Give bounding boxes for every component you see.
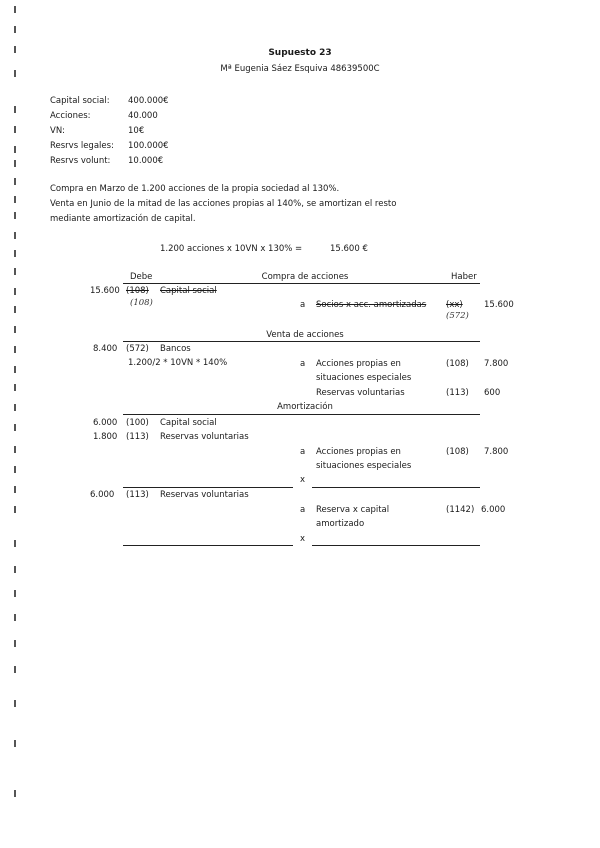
entry-amount: 8.400 — [93, 344, 118, 354]
entry-x: x — [300, 534, 306, 544]
data-label: Resrvs volunt: — [50, 156, 111, 166]
statement-line: mediante amortización de capital. — [50, 214, 196, 224]
credit-code: (xx) — [446, 300, 463, 310]
credit-amount: 7.800 — [484, 359, 509, 369]
entry-calc: 1.200/2 * 10VN * 140% — [128, 358, 228, 368]
entry-code: (113) — [126, 490, 149, 500]
data-value: 400.000€ — [128, 96, 169, 106]
divider — [123, 283, 480, 284]
calc-result: 15.600 € — [330, 244, 368, 254]
entry-account: Capital social — [160, 418, 217, 428]
divider — [312, 487, 480, 488]
entry-account: Reservas voluntarias — [160, 490, 249, 500]
entry-amount: 15.600 — [90, 286, 120, 296]
credit-code-handwritten: (572) — [446, 311, 469, 321]
data-value: 10€ — [128, 126, 145, 136]
credit-account: situaciones especiales — [316, 461, 412, 471]
data-value: 100.000€ — [128, 141, 169, 151]
credit-amount: 6.000 — [481, 505, 506, 515]
credit-code: (108) — [446, 359, 469, 369]
statement-line: Compra en Marzo de 1.200 acciones de la propia sociedad al 130%. — [50, 184, 340, 194]
data-value: 40.000 — [128, 111, 158, 121]
credit-amount: 600 — [484, 388, 501, 398]
data-label: Capital social: — [50, 96, 110, 106]
entry-amount: 1.800 — [93, 432, 118, 442]
haber-label: Haber — [451, 272, 477, 282]
divider — [123, 545, 293, 546]
credit-code: (108) — [446, 447, 469, 457]
statement-line: Venta en Junio de la mitad de las acciones propias al 140%, se amortizan el resto — [50, 199, 397, 209]
entry-code-handwritten: (108) — [130, 298, 153, 308]
credit-amount: 15.600 — [484, 300, 514, 310]
entry-a: a — [300, 359, 306, 369]
credit-account: Reserva x capital — [316, 505, 390, 515]
entry-account: Bancos — [160, 344, 191, 354]
entry-amount: 6.000 — [93, 418, 118, 428]
entry-account: Capital social — [160, 286, 217, 296]
entry-code: (100) — [126, 418, 149, 428]
credit-amount: 7.800 — [484, 447, 509, 457]
credit-account: Acciones propias en — [316, 447, 401, 457]
credit-code: (1142) — [446, 505, 475, 515]
data-label: VN: — [50, 126, 66, 136]
divider — [312, 545, 480, 546]
entry-code: (108) — [126, 286, 149, 296]
credit-account: Reservas voluntarias — [316, 388, 405, 398]
credit-account: amortizado — [316, 519, 365, 529]
credit-account: Socios x acc. amortizadas — [316, 300, 427, 310]
credit-account: Acciones propias en — [316, 359, 401, 369]
document-title: Supuesto 23 — [268, 48, 332, 58]
entry-account: Reservas voluntarias — [160, 432, 249, 442]
section-venta: Venta de acciones — [266, 330, 344, 340]
data-value: 10.000€ — [128, 156, 164, 166]
debe-label: Debe — [130, 272, 153, 282]
credit-code: (113) — [446, 388, 469, 398]
divider — [123, 341, 480, 342]
divider — [123, 414, 480, 415]
document-author: Mª Eugenia Sáez Esquiva 48639500C — [220, 64, 380, 74]
entry-amount: 6.000 — [90, 490, 115, 500]
calc-formula: 1.200 acciones x 10VN x 130% = — [160, 244, 303, 254]
section-amortizacion: Amortización — [277, 402, 333, 412]
entry-a: a — [300, 447, 306, 457]
data-label: Resrvs legales: — [50, 141, 114, 151]
entry-code: (572) — [126, 344, 149, 354]
data-label: Acciones: — [50, 111, 91, 121]
entry-code: (113) — [126, 432, 149, 442]
section-compra: Compra de acciones — [261, 272, 349, 282]
entry-x: x — [300, 475, 306, 485]
divider — [123, 487, 293, 488]
entry-a: a — [300, 300, 306, 310]
entry-a: a — [300, 505, 306, 515]
credit-account: situaciones especiales — [316, 373, 412, 383]
